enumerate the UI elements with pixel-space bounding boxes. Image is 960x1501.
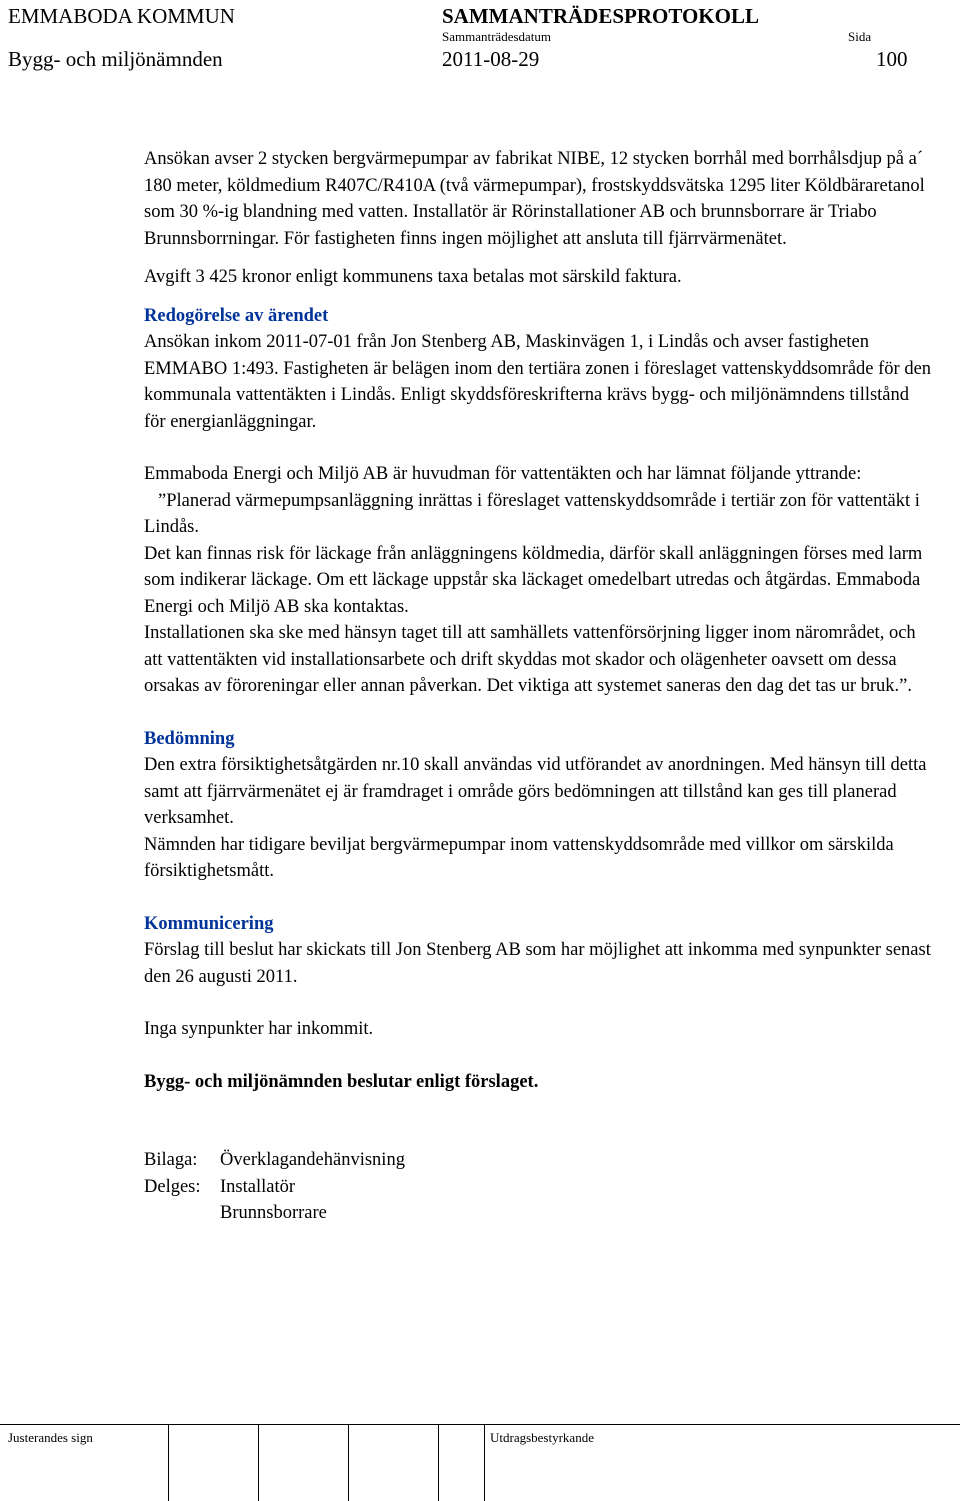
redogorelse-paragraph: Ansökan inkom 2011-07-01 från Jon Stenberg AB, Maskinvägen 1, i Lindås och avser fastigheten EMMABO 1:493. Fastigheten är belägen inom den tertiära zonen i föreslaget vattenskyddsområde för den kommunala vattentäkten i Lindås. Enligt skyddsföreskrifterna krävs bygg- och miljönämndens tillstånd för energianläggningar.	[144, 332, 932, 432]
bilaga-label: Bilaga:	[144, 1150, 198, 1170]
committee-name: Bygg- och miljönämnden	[8, 47, 223, 71]
municipality-name: EMMABODA KOMMUN	[8, 4, 235, 28]
footer-extract-label: Utdragsbestyrkande	[490, 1430, 594, 1445]
footer-column-divider	[438, 1424, 439, 1501]
intro-paragraph: Ansökan avser 2 stycken bergvärmepumpar av fabrikat NIBE, 12 stycken borrhål med borrhålsdjup på a´ 180 meter, köldmedium R407C/R410A (två värmepumpar), frostskyddsvätska 1295 liter Köldbäraretanol som 30 %-ig blandning med vatten. Installatör är Rörinstallationer AB och brunnsborrare är Triabo Brunnsborrningar. För fastigheten finns ingen möjlighet att ansluta till fjärrvärmenätet.	[144, 149, 925, 249]
energi-intro-paragraph: Emmaboda Energi och Miljö AB är huvudman för vattentäkten och har lämnat följande yttrande:	[144, 464, 862, 484]
quote-paragraph-3: Installationen ska ske med hänsyn taget till att samhällets vattenförsörjning ligger inom närområdet, och att vattentäkten vid installationsarbete och drift skyddas mot skador och olägenheter oavsett om dessa orsakas av föroreningar eller annan påverkan. Det viktiga att systemet saneras den dag det tas ur bruk.”.	[144, 623, 916, 696]
bedomning-paragraph-1: Den extra försiktighetsåtgärden nr.10 skall användas vid utförandet av anordningen. Med hänsyn till detta samt att fjärrvärmenätet ej är framdraget i område görs bedömningen att tillstånd kan ges till planerad verksamhet.	[144, 755, 927, 828]
decision-paragraph: Bygg- och miljönämnden beslutar enligt förslaget.	[144, 1071, 539, 1092]
quote-paragraph-2: Det kan finnas risk för läckage från anläggningens köldmedia, därför skall anläggningen förses med larm som indikerar läckage. Om ett läckage uppstår ska läckaget omedelbart utredas och åtgärdas. Emmaboda Energi och Miljö AB ska kontaktas.	[144, 543, 923, 617]
document-body	[144, 146, 934, 1227]
kommunicering-heading: Kommunicering	[144, 913, 274, 934]
footer-divider	[0, 1424, 960, 1425]
quote-paragraph-1: ”Planerad värmepumpsanläggning inrättas i föreslaget vattenskyddsområde i tertiär zon för vattentäkt i Lindås.	[144, 490, 920, 537]
page-label: Sida	[848, 29, 872, 44]
delges-label: Delges:	[144, 1176, 201, 1197]
bilaga-line	[144, 1147, 934, 1174]
delges-value-1: Installatör	[220, 1176, 296, 1197]
footer-column-divider	[168, 1424, 169, 1501]
footer-column-divider	[348, 1424, 349, 1501]
no-comments-paragraph: Inga synpunkter har inkommit.	[144, 1019, 374, 1039]
delges-line	[144, 1174, 934, 1201]
footer-column-divider	[484, 1424, 485, 1501]
footer-column-divider	[258, 1424, 259, 1501]
footer-sign-label: Justerandes sign	[8, 1430, 93, 1445]
page-number: 100	[876, 47, 908, 71]
meeting-date-label: Sammanträdesdatum	[442, 29, 552, 44]
redogorelse-heading: Redogörelse av ärendet	[144, 305, 329, 326]
delges-value-2: Brunnsborrare	[220, 1203, 327, 1223]
meeting-date: 2011-08-29	[442, 47, 540, 71]
bilaga-value: Överklagandehänvisning	[220, 1150, 405, 1170]
document-type: SAMMANTRÄDESPROTOKOLL	[442, 4, 759, 28]
bedomning-heading: Bedömning	[144, 728, 235, 749]
kommunicering-paragraph: Förslag till beslut har skickats till Jon Stenberg AB som har möjlighet att inkomma med synpunkter senast den 26 augusti 2011.	[144, 940, 931, 987]
fee-paragraph: Avgift 3 425 kronor enligt kommunens taxa betalas mot särskild faktura.	[144, 267, 682, 287]
bedomning-paragraph-2: Nämnden har tidigare beviljat bergvärmepumpar inom vattenskyddsområde med villkor om särskilda försiktighetsmått.	[144, 834, 894, 881]
delges-line-2	[144, 1200, 934, 1227]
